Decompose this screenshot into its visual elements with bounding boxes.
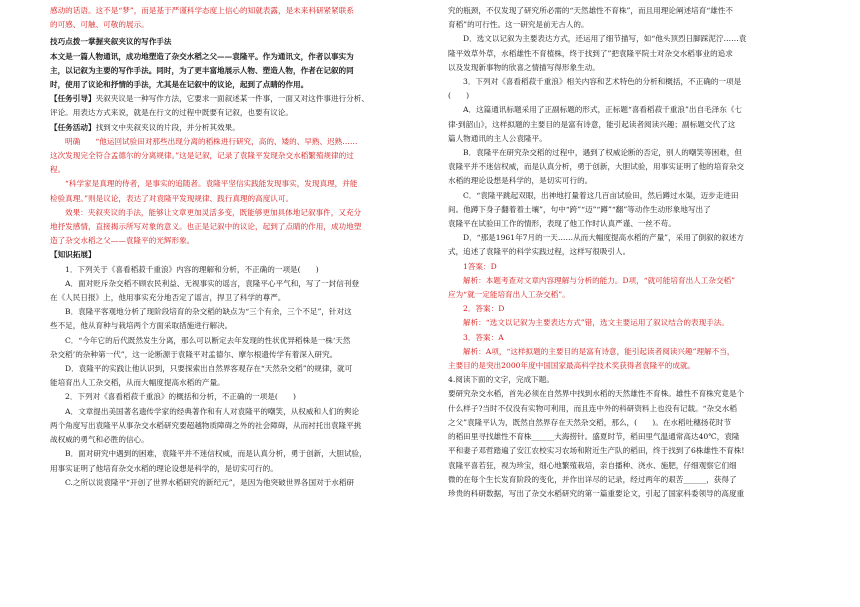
q3-line-5: 篇人物通讯的主人公袁隆平。 <box>448 133 547 143</box>
answer-line-3: 程。 <box>50 165 66 175</box>
answer-line-2: 这次发现完全符合孟德尔的分离规律。”这是记叙，记录了袁隆平发现杂交水稻繁殖规律的过 <box>50 151 354 161</box>
q2-line-1: 2．下列对《喜看稻菽千重浪》的概括和分析，不正确的一项是( ) <box>65 392 296 402</box>
q1-line-6: C．“今年它的后代既然发生分离，那么可以断定去年发现的性状优异稻株是一株‘天然 <box>65 335 351 345</box>
answer-line-7: 地抒发感情，直接揭示所写对象的意义。也正是记叙中的议论，起到了点睛的作用，成功地塑 <box>50 222 362 232</box>
q1-line-9: 能培育出人工杂交稻，从而大幅度提高水稻的产量。 <box>50 378 225 388</box>
q1-line-7: 杂交稻’的杂种第一代”，这一论断源于袁隆平对孟德尔、摩尔根遗传学有着深入研究。 <box>50 349 338 359</box>
answer-line-4: “科学家是真理的侍者，是事实的追随者。袁隆平坚信实践能发现事实，发现真理，并能 <box>65 179 358 189</box>
q3-line-7: 袁隆平并不迷信权威，而是认真分析，勇于创新，大胆试验，用事实证明了他的培育杂交 <box>448 162 745 172</box>
q2-cont-line-3: D．选文以记叙为主要表达方式，还运用了细节描写，如“他头顶烈日脚踩泥泞……袁 <box>463 34 747 44</box>
answer-3-label: 3．答案：A <box>463 332 504 342</box>
q2-line-3: 两个角度写出袁隆平从事杂交水稻研究要超越物质障碍之外的社会障碍，从而衬托出袁隆平挑 <box>50 420 362 430</box>
q3-line-10: 间。他蹲下身子翻着着土壤”，句中“跨”“迈”“蹲”“翻”等动作生动形象地写出了 <box>448 204 711 214</box>
task-guide-line-2: 评论。用表达方式来说，就是在行文的过程中既要有记叙，也要有议论。 <box>50 108 293 118</box>
answer-2-explanation: 解析：“选文以记叙为主要表达方式”错，选文主要运用了叙议结合的表现手法。 <box>463 318 729 328</box>
answer-line-6: 效果：夹叙夹议的手法，能够让文章更加灵活多变，既能够更加具体地记叙事件，又充分 <box>65 207 362 217</box>
answer-line-8: 造了杂交水稻之父——袁隆平的光辉形象。 <box>50 236 195 246</box>
q4-line-2: 什么样子?当时不仅没有实物可利用，而且连中外的科研资料上也没有记载。“杂交水稻 <box>448 403 737 413</box>
q2-cont-line-5: 以及发现新事物的欣喜之情描写得形象生动。 <box>448 62 600 72</box>
answer-line-1: 明确 “他运回试验田对那些出现分离的稻株进行研究，高的、矮的、早熟、迟熟…… <box>65 136 358 146</box>
task-activity-label: 【任务活动】 <box>50 122 96 132</box>
q3-line-11: 袁隆平在试验田工作的情形，表现了他工作时认真严谨、一丝不苟。 <box>448 219 676 229</box>
q2-cont-line-2: 育稻”的可行性。这一研究是前无古人的。 <box>448 20 589 30</box>
answer-line-5: 检验真理。”则是议论，表达了对袁隆平发现规律、践行真理的高度认可。 <box>50 193 294 203</box>
q1-line-3: 在《人民日报》上，他用事实充分地否定了谣言，捍卫了科学的尊严。 <box>50 293 286 303</box>
answer-3-explanation-2: 主要目的是突出2000年度中国国家最高科学技术奖获得者袁隆平的成就。 <box>448 361 696 371</box>
q1-line-1: 1．下列关于《喜看稻菽千重浪》内容的理解和分析，不正确的一项是( ) <box>65 264 319 274</box>
task-guide-text: 夹叙夹议是一种写作方法，它要求一面叙述某一件事，一面又对这件事进行分析、 <box>95 94 369 104</box>
task-activity-text: 找到文中夹叙夹议的片段，并分析其效果。 <box>95 122 240 132</box>
q4-line-1: 要研究杂交水稻，首先必须在自然界中找到水稻的天然雄性不育株。雄性不育株究竟是个 <box>448 389 745 399</box>
q3-line-1: 3．下列对《喜看稻菽千重浪》相关内容和艺术特色的分析和概括，不正确的一项是 <box>463 77 742 87</box>
q1-line-2: A．面对贬斥杂交稻不顾农民利益、无视事实的谣言，袁隆平心平气和，写了一封信刊登 <box>65 278 360 288</box>
skill-line-2: 主，以记叙为主要的写作手法。同时，为了更丰富地展示人物、塑造人物，作者在记叙的同 <box>50 65 354 75</box>
q4-heading: 4.阅读下面的文字，完成下题。 <box>448 375 554 385</box>
q3-line-4: 律·到韶山》，这样拟题的主要目的是富有诗意，能引起读者阅读兴趣；副标题交代了这 <box>448 119 736 129</box>
task-guide <box>50 92 430 106</box>
q3-line-12: D．“那是1961年7月的一天……从而大幅度提高水稻的产量”，采用了倒叙的叙述方 <box>463 233 745 243</box>
intro-line-2: 的可感、可触、可敬的展示。 <box>50 20 149 30</box>
skill-line-3: 时，使用了议论和抒情的手法，尤其是在记叙中的议论，起到了点睛的作用。 <box>50 80 309 90</box>
left-column <box>50 4 430 490</box>
knowledge-heading: 【知识拓展】 <box>50 250 96 260</box>
q4-line-7: 微的在每个生长发育阶段的变化，并作出详尽的记录，经过两年的艰苦______，获得了 <box>448 474 737 484</box>
answer-1-explanation-2: 应为“就一定能培育出人工杂交稻”。 <box>448 290 570 300</box>
answer-1-explanation-1: 解析：本题考查对文章内容理解与分析的能力。D项，“就可能培育出人工杂交稻” <box>463 275 736 285</box>
q1-line-5: 些不足，他从育种与栽培两个方面采取措施进行解决。 <box>50 321 233 331</box>
q2-line-6: 用事实证明了他培育杂交水稻的理论设想是科学的，是切实可行的。 <box>50 463 278 473</box>
q4-line-5: 平和妻子邓哲踏遍了安江农校实习农场和附近生产队的稻田，终于找到了6株雄性不育株! <box>448 446 745 456</box>
q3-line-2: ( ) <box>448 91 470 101</box>
q2-line-2: A．文章提出美国著名遗传学家的经典著作和有人对袁隆平的嘲笑，从权威和人们的舆论 <box>65 406 360 416</box>
task-guide-label: 【任务引导】 <box>50 94 96 104</box>
q2-cont-line-1: 究的瓶颈，不仅发现了研究所必需的“天然雄性不育株”，而且用理论阐述培育“雄性不 <box>448 6 734 15</box>
q1-line-8: D．袁隆平的实践让他认识到，只要探索出自然界客观存在“天然杂交稻”的规律，就可 <box>65 364 353 374</box>
q3-line-9: C．“袁隆平跳起双眼，出神地打量着这几百亩试验田，然后蹲过水渠，迈步走进田 <box>463 190 739 200</box>
q2-line-4: 战权威的勇气和必胜的信心。 <box>50 435 149 445</box>
skill-heading: 技巧点拨一掌握夹叙夹议的写作手法 <box>50 37 172 47</box>
q3-line-13: 式，追述了袁隆平的科学实践过程，这样写很吸引人。 <box>448 247 631 257</box>
right-column <box>448 4 834 501</box>
answer-1-label: 1答案：D <box>463 261 497 271</box>
q4-line-6: 袁隆平喜若狂，视为珍宝，细心地繁殖栽培，亲自播种、浇水、施肥，仔细观察它们细 <box>448 460 737 470</box>
q3-line-3: A．这篇通讯标题采用了正副标题的形式，正标题“喜看稻菽千重浪”出自毛泽东《七 <box>463 105 743 115</box>
q4-line-3: 之父”袁隆平认为，既然自然界存在天然杂交稻，那么，( )。在水稻吐穗扬花时节 <box>448 417 732 427</box>
q3-line-6: B．袁隆平在研究杂交稻的过程中，遇到了权威论断的否定，别人的嘲笑等困难，但 <box>463 148 742 158</box>
answer-3-explanation-1: 解析：A项，“这样拟题的主要目的是富有诗意，能引起读者阅读兴趣”理解不当， <box>463 346 735 356</box>
task-activity <box>50 121 430 135</box>
q2-cont-line-4: 隆平效草外草，水稻雄性不育植株，终于找到了”把袁隆平院士对杂交水稻事业的追求 <box>448 48 733 58</box>
q4-line-4: 的稻田里寻找雄性不育株______大海捞针。盛夏时节，稻田里气温通常高达40℃，袁隆 <box>448 432 740 442</box>
q2-line-5: B．面对研究中遇到的困难，袁隆平并不迷信权威，而是认真分析，勇于创新，大胆试验， <box>65 449 367 459</box>
q1-line-4: B．袁隆平客观地分析了现阶段培育的杂交稻的缺点为“三个有余，三个不足”，针对这 <box>65 307 352 317</box>
q3-line-8: 水稻的理论设想是科学的，是切实可行的。 <box>448 176 593 186</box>
answer-2-label: 2．答案：D <box>463 304 505 314</box>
q4-line-8: 珍贵的科研数据，写出了杂交水稻研究的第一篇重要论文，引起了国家科委领导的高度重 <box>448 488 745 498</box>
skill-line-1: 本文是一篇人物通讯，成功地塑造了杂交水稻之父——袁隆平。作为通讯文，作者以事实为 <box>50 51 354 61</box>
q2-line-7: C.之所以说袁隆平“开创了世界水稻研究的新纪元”，是因为他突破世界各国对于水稻研 <box>65 477 355 487</box>
intro-line-1: 感动的话语。这不是“梦”，而是基于严谨科学态度上信心的知就表露，是未来科研紧紧联系 <box>50 6 354 15</box>
